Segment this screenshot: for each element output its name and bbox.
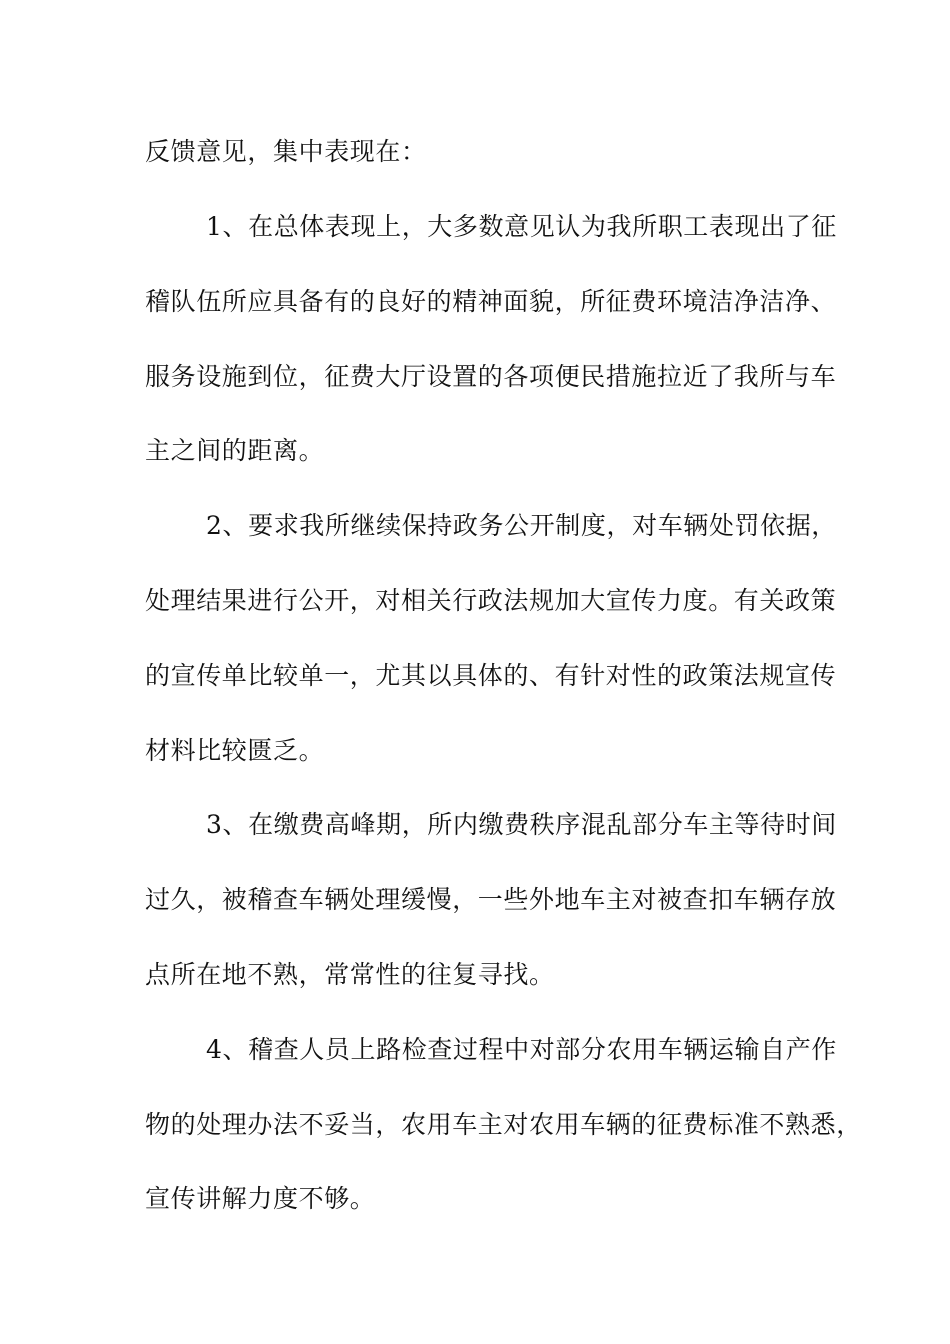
text-line: 宣传讲解力度不够。: [145, 1184, 376, 1213]
text-line: 处理结果进行公开，对相关行政法规加大宣传力度。有关政策: [145, 586, 837, 615]
text-line: 服务设施到位，征费大厅设置的各项便民措施拉近了我所与车: [145, 362, 837, 391]
text-line: 点所在地不熟，常常性的往复寻找。: [145, 960, 555, 989]
paragraph-3-start: 3、在缴费高峰期，所内缴费秩序混乱部分车主等待时间: [206, 810, 837, 839]
paragraph-4-start: 4、稽查人员上路检查过程中对部分农用车辆运输自产作: [206, 1035, 837, 1064]
paragraph-1-start: 1、在总体表现上，大多数意见认为我所职工表现出了征: [206, 212, 837, 241]
text-line: 反馈意见，集中表现在：: [145, 137, 427, 166]
paragraph-2-start: 2、要求我所继续保持政务公开制度，对车辆处罚依据，: [206, 511, 837, 540]
text-line: 过久，被稽查车辆处理缓慢，一些外地车主对被查扣车辆存放: [145, 885, 837, 914]
text-line: 稽队伍所应具备有的良好的精神面貌，所征费环境洁净洁净、: [145, 287, 837, 316]
text-line: 材料比较匮乏。: [145, 736, 325, 765]
text-line: 主之间的距离。: [145, 436, 325, 465]
text-line: 物的处理办法不妥当，农用车主对农用车辆的征费标准不熟悉，: [145, 1110, 862, 1139]
text-line: 的宣传单比较单一，尤其以具体的、有针对性的政策法规宣传: [145, 661, 837, 690]
